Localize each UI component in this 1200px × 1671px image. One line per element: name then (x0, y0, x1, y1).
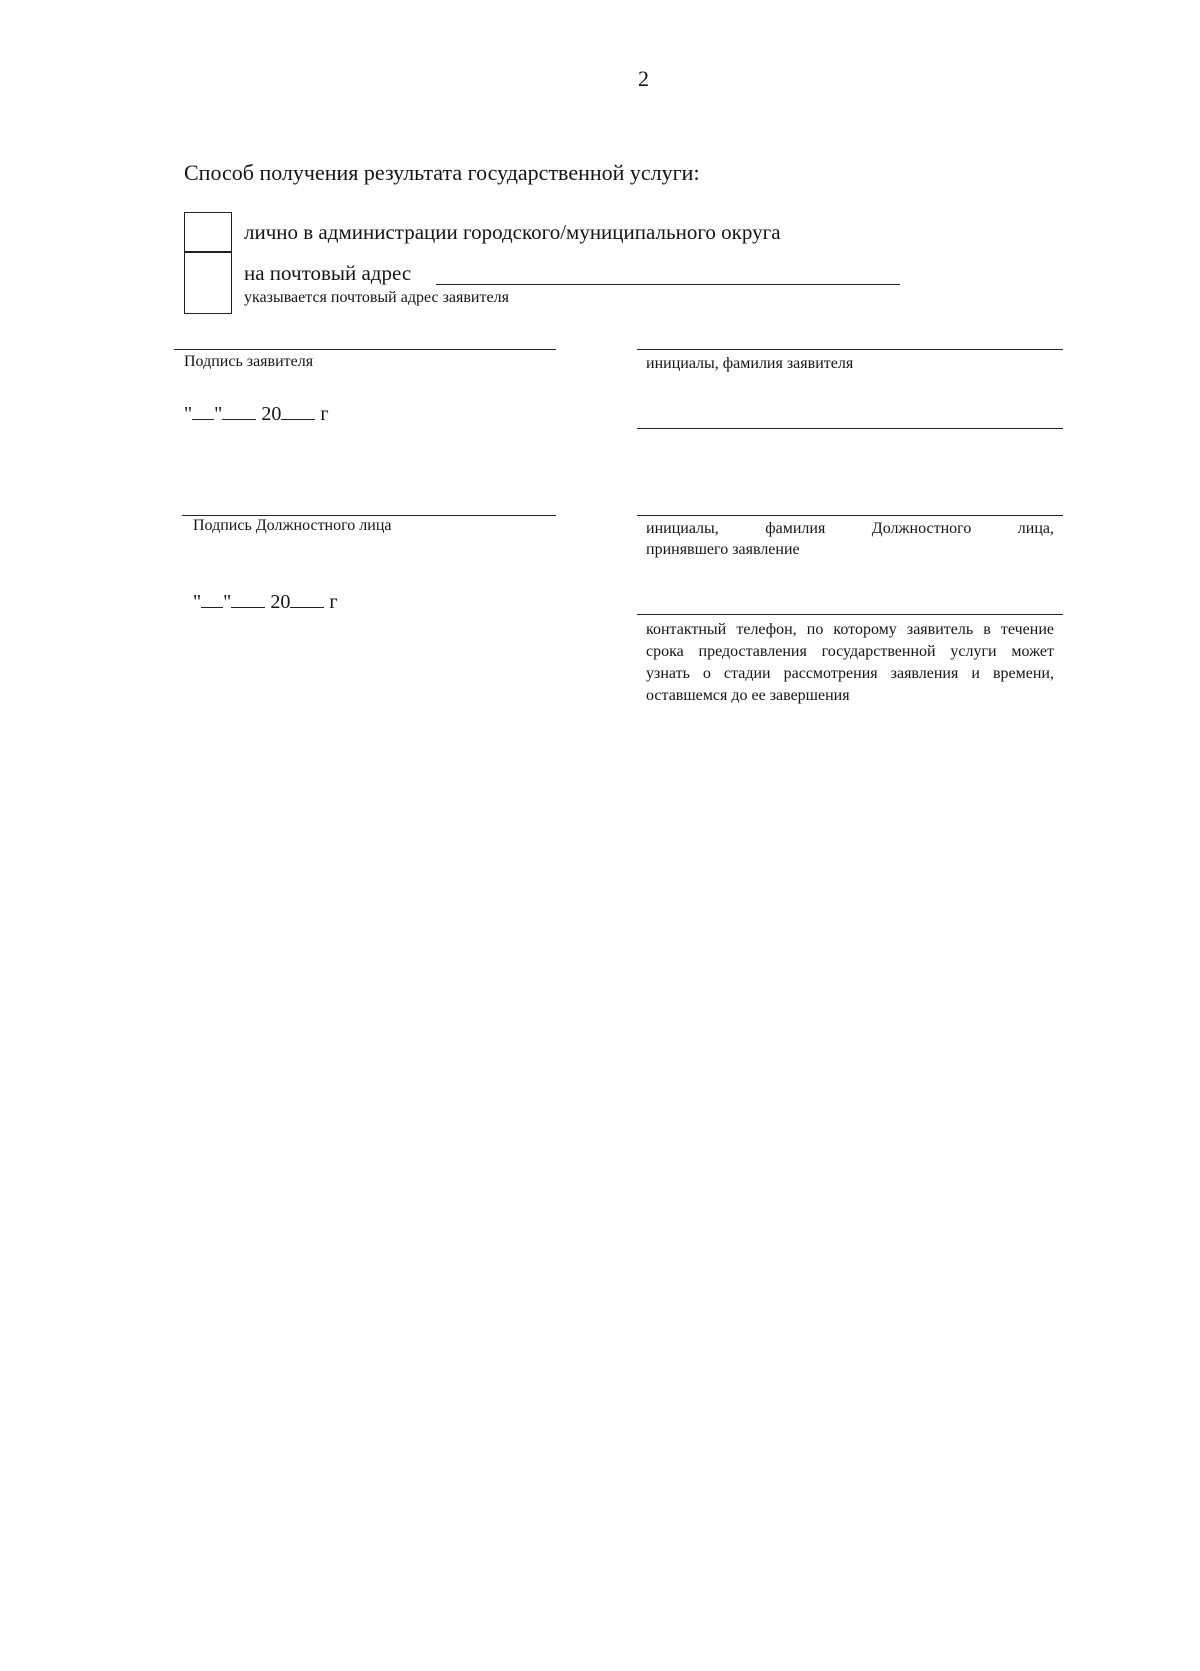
date-quote-close: " (223, 591, 232, 613)
date-quote-open: " (193, 591, 202, 613)
checkbox-in-person[interactable] (184, 212, 232, 252)
date-year-prefix: 20 (270, 591, 291, 613)
official-name-label-line1: инициалы, фамилия Должностного лица, (646, 520, 1054, 537)
official-name-label-line2: принявшего заявление (646, 541, 800, 558)
contact-phone-label: контактный телефон, по которому заявитель в течение срока предоставления государственной услуги может узнать о стадии рассмотрения заявления и времени, оставшемся до ее завершения (646, 621, 1054, 704)
page-number: 2 (638, 66, 649, 91)
applicant-signature-line[interactable] (174, 349, 556, 350)
date-day-blank[interactable] (192, 418, 214, 420)
date-year-suffix: г (329, 591, 338, 613)
date-year-blank[interactable] (290, 606, 324, 608)
contact-phone-line[interactable] (637, 614, 1063, 615)
official-date[interactable] (193, 591, 338, 614)
official-signature-line[interactable] (182, 515, 556, 516)
official-signature-label: Подпись Должностного лица (193, 517, 392, 534)
date-month-blank[interactable] (222, 418, 256, 420)
applicant-name-label: инициалы, фамилия заявителя (646, 355, 854, 372)
postal-address-field[interactable] (436, 284, 900, 285)
applicant-name-line[interactable] (637, 349, 1063, 350)
checkbox-postal[interactable] (184, 252, 232, 314)
applicant-extra-line[interactable] (637, 428, 1063, 429)
postal-address-hint: указывается почтовый адрес заявителя (244, 289, 509, 306)
applicant-signature-label: Подпись заявителя (184, 353, 314, 370)
date-quote-open: " (184, 403, 193, 425)
option-postal-label: на почтовый адрес (244, 261, 412, 285)
option-in-person-label: лично в администрации городского/муниципального округа (244, 220, 781, 244)
date-year-suffix: г (320, 403, 329, 425)
date-year-prefix: 20 (261, 403, 282, 425)
date-day-blank[interactable] (201, 606, 223, 608)
official-name-line[interactable] (637, 515, 1063, 516)
section-heading: Способ получения результата государственной услуги: (184, 160, 700, 185)
applicant-date[interactable] (184, 403, 329, 426)
date-month-blank[interactable] (231, 606, 265, 608)
date-quote-close: " (214, 403, 223, 425)
date-year-blank[interactable] (281, 418, 315, 420)
